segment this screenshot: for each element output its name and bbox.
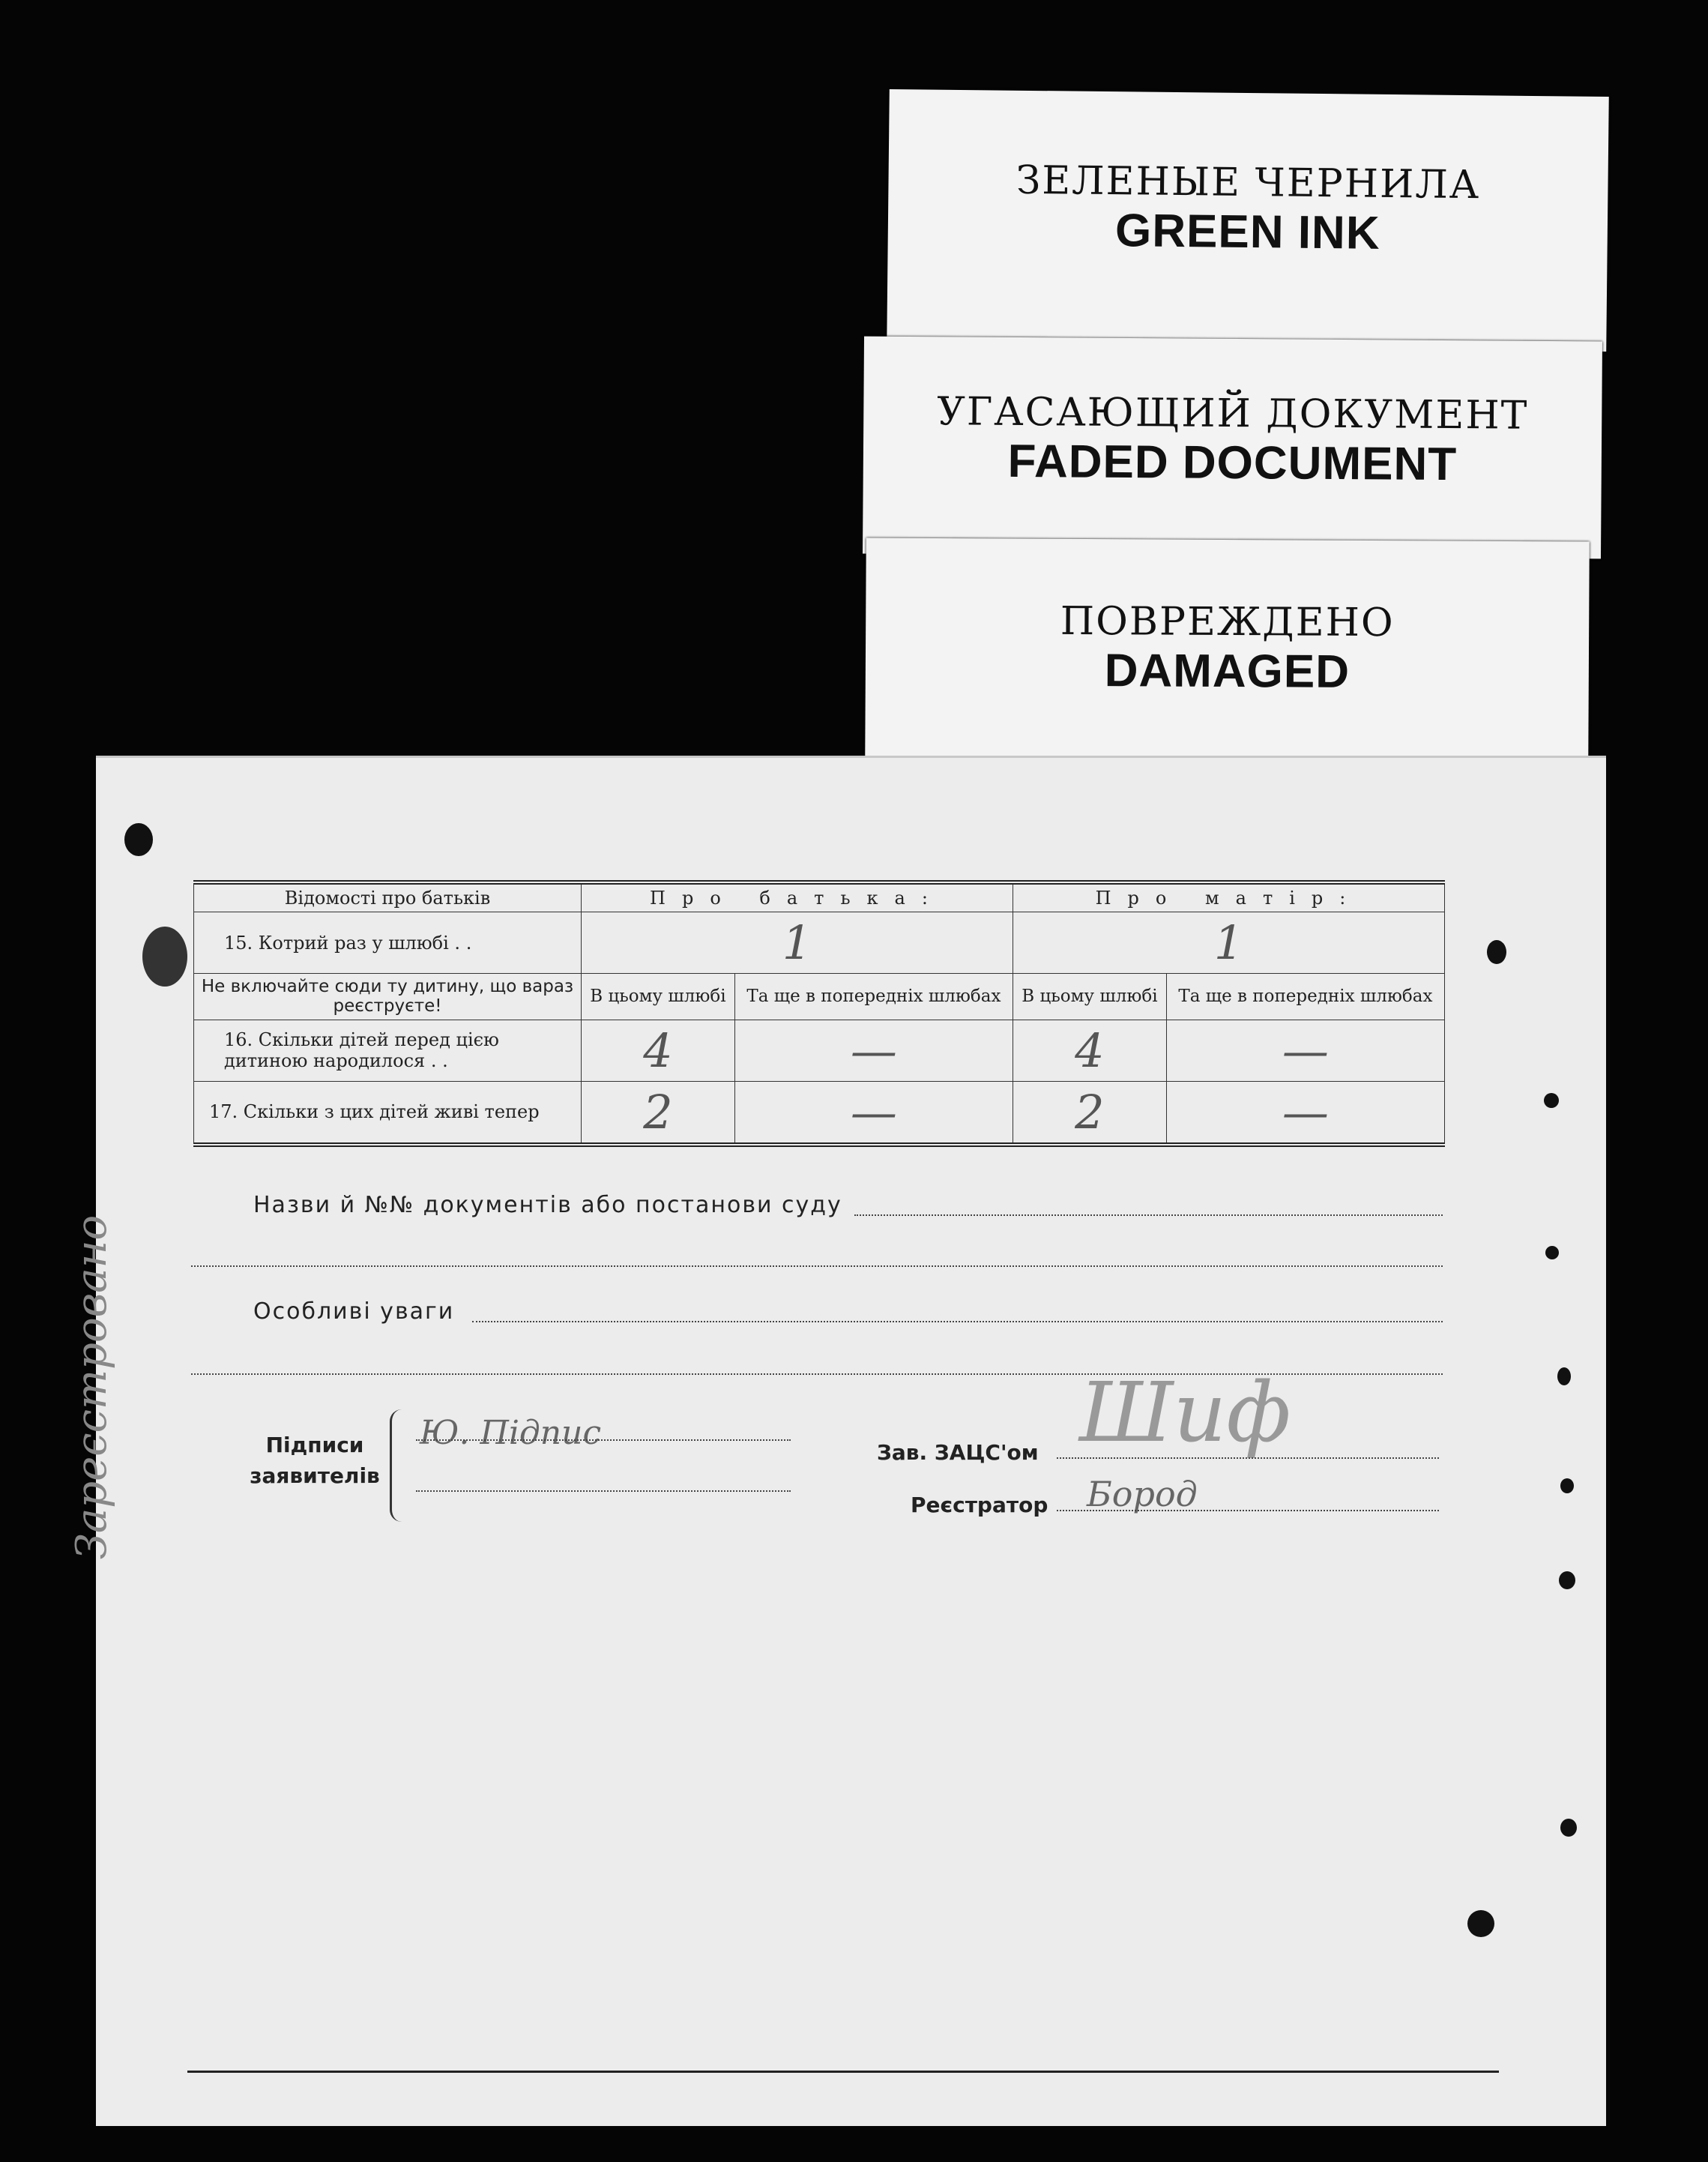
father-previous-header: Та ще в попередніх шлюбах bbox=[734, 974, 1013, 1020]
remarks-label: Особливі уваги bbox=[253, 1298, 455, 1325]
row15-label: 15. Котрий раз у шлюбі . . bbox=[194, 912, 582, 974]
mother-previous-header: Та ще в попередніх шлюбах bbox=[1166, 974, 1444, 1020]
ink-blot bbox=[124, 823, 153, 856]
slip-en-text: FADED DOCUMENT bbox=[1007, 435, 1458, 491]
slip-ru-text: УГАСАЮЩИЙ ДОКУМЕНТ bbox=[937, 389, 1529, 439]
row15-father: 1 bbox=[582, 912, 1013, 974]
slip-en-text: GREEN INK bbox=[1114, 205, 1380, 259]
documents-line-2 bbox=[191, 1265, 1443, 1267]
slip-en-text: DAMAGED bbox=[1104, 645, 1351, 698]
parents-info-table bbox=[193, 880, 1445, 1147]
father-this-marriage-header: В цьому шлюбі bbox=[582, 974, 735, 1020]
row17-father-prev: — bbox=[734, 1081, 1013, 1145]
signature-brace bbox=[390, 1409, 402, 1522]
row17-label: 17. Скільки з цих дітей живі тепер bbox=[194, 1081, 582, 1145]
punch-hole bbox=[1560, 1819, 1577, 1837]
exclusion-note: Не включайте сюди ту дитину, що вараз реєструєте! bbox=[194, 974, 582, 1020]
documents-line bbox=[854, 1214, 1443, 1216]
row16-mother-this: 4 bbox=[1013, 1020, 1166, 1081]
punch-hole bbox=[1560, 1478, 1574, 1493]
margin-handwriting: Зареєстровано bbox=[67, 1214, 116, 1559]
punch-hole bbox=[1544, 1093, 1559, 1108]
row16-father-this: 4 bbox=[582, 1020, 735, 1081]
documents-label: Назви й №№ документів або постанови суду bbox=[253, 1192, 842, 1218]
bottom-rule bbox=[187, 2071, 1499, 2073]
head-signature: Шиф bbox=[1079, 1364, 1291, 1460]
applicant-signature-line-2 bbox=[416, 1490, 791, 1492]
registrar-signature-line bbox=[1057, 1510, 1439, 1511]
slip-ru-text: ЗЕЛЕНЫЕ ЧЕРНИЛА bbox=[1016, 157, 1481, 208]
faded-document-slip bbox=[863, 337, 1602, 559]
head-label: Зав. ЗАЦС'ом bbox=[877, 1440, 1039, 1465]
row17-mother-this: 2 bbox=[1013, 1081, 1166, 1145]
ink-blot bbox=[142, 927, 187, 987]
applicants-label bbox=[240, 1430, 390, 1491]
row15-mother: 1 bbox=[1013, 912, 1444, 974]
header-mother: Про матір: bbox=[1013, 882, 1444, 912]
punch-hole bbox=[1467, 1910, 1494, 1937]
registrar-signature: Бород bbox=[1087, 1474, 1198, 1514]
mother-this-marriage-header: В цьому шлюбі bbox=[1013, 974, 1166, 1020]
green-ink-slip bbox=[887, 89, 1609, 352]
punch-hole bbox=[1487, 940, 1506, 964]
header-parents: Відомості про батьків bbox=[194, 882, 582, 912]
applicant-signature-line-1 bbox=[416, 1439, 791, 1441]
head-signature-line bbox=[1057, 1457, 1439, 1459]
row16-mother-prev: — bbox=[1166, 1020, 1444, 1081]
applicant-signature: Ю. Підпис bbox=[420, 1414, 602, 1452]
applicants-label-2: заявителів bbox=[250, 1463, 380, 1488]
header-father: Про батька: bbox=[582, 882, 1013, 912]
punch-hole bbox=[1557, 1367, 1571, 1385]
applicants-label-1: Підписи bbox=[265, 1433, 364, 1457]
row16-father-prev: — bbox=[734, 1020, 1013, 1081]
slip-ru-text: ПОВРЕЖДЕНО bbox=[1060, 598, 1395, 646]
punch-hole bbox=[1545, 1246, 1559, 1259]
damaged-slip bbox=[865, 538, 1590, 766]
remarks-line bbox=[472, 1321, 1443, 1322]
registrar-label: Реєстратор bbox=[911, 1493, 1048, 1517]
row16-label: 16. Скільки дітей перед цією дитиною народилося . . bbox=[194, 1020, 582, 1081]
row17-father-this: 2 bbox=[582, 1081, 735, 1145]
punch-hole bbox=[1559, 1571, 1575, 1589]
row17-mother-prev: — bbox=[1166, 1081, 1444, 1145]
